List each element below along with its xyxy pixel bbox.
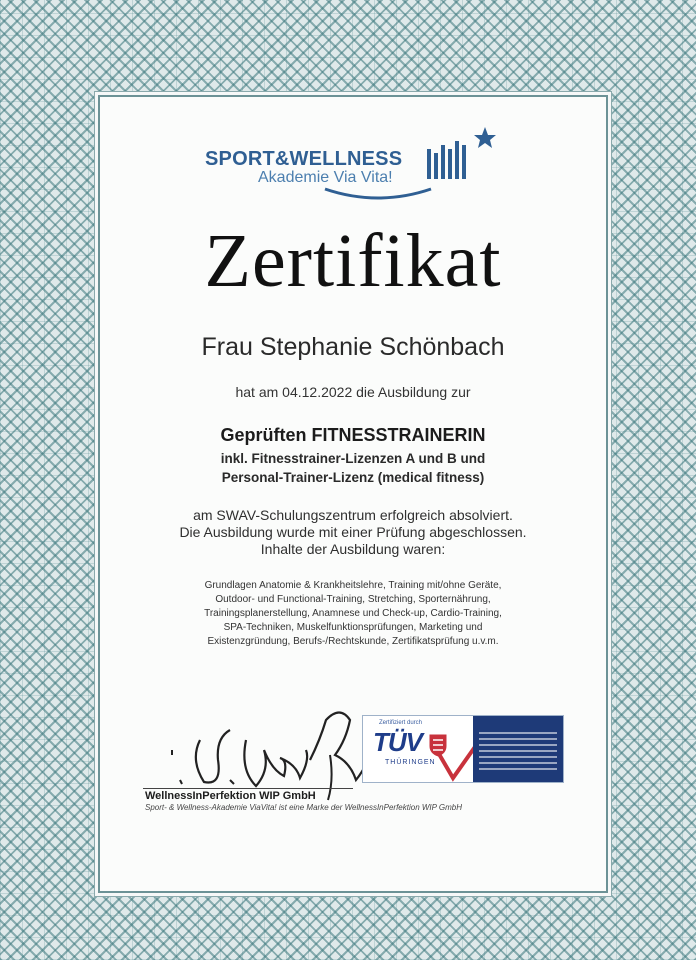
qualification-detail-line: Personal-Trainer-Lizenz (medical fitness): [221, 470, 485, 485]
qualification-detail-line: inkl. Fitnesstrainer-Lizenzen A und B und: [220, 451, 486, 466]
contents-line: Existenzgründung, Berufs-/Rechtskunde, Zertifikatsprüfung u.v.m.: [207, 636, 499, 647]
tuv-logo: TÜV: [373, 727, 422, 757]
date-line: hat am 04.12.2022 die Ausbildung zur: [235, 384, 471, 400]
tuv-certified-label: Zertifiziert durch: [379, 720, 423, 726]
signature-line: [143, 788, 353, 789]
completion-line: Die Ausbildung wurde mit einer Prüfung abgeschlossen.: [179, 524, 527, 540]
contents-line: Outdoor- und Functional-Training, Stretching, Sporternährung,: [215, 594, 491, 605]
recipient-name: Frau Stephanie Schönbach: [201, 333, 505, 361]
qualification-title: Geprüften FITNESSTRAINERIN: [220, 425, 486, 445]
tuv-badge-info-panel: [473, 716, 563, 782]
contents-line: SPA-Techniken, Muskelfunktionsprüfungen, Marketing und: [223, 622, 483, 633]
contents-line: Trainingsplanerstellung, Anamnese und Check-up, Cardio-Training,: [204, 608, 502, 619]
tuv-region: THÜRINGEN: [385, 759, 436, 766]
logo-bars-star-icon: [425, 125, 497, 195]
completion-line: am SWAV-Schulungszentrum erfolgreich absolviert.: [193, 507, 513, 523]
academy-logo: [205, 125, 505, 210]
tuv-info-lines: [479, 732, 557, 774]
tuv-badge-left: [363, 716, 473, 782]
company-name: WellnessInPerfektion WIP GmbH: [145, 790, 316, 802]
completion-line: Inhalte der Ausbildung waren:: [260, 541, 446, 557]
logo-text-primary: SPORT&WELLNESS: [205, 148, 403, 170]
completion-text: [98, 507, 608, 558]
logo-swoosh-icon: [323, 185, 433, 203]
tuv-certification-badge: [362, 715, 564, 783]
company-note: Sport- & Wellness-Akademie ViaVita! ist eine Marke der WellnessInPerfektion WIP GmbH: [145, 803, 463, 812]
qualification-details: [98, 449, 608, 487]
logo-text-secondary: Akademie Via Vita!: [258, 169, 393, 186]
contents-line: Grundlagen Anatomie & Krankheitslehre, Training mit/ohne Geräte,: [204, 580, 502, 591]
training-contents: [98, 579, 608, 649]
certificate-title: Zertifikat: [204, 219, 502, 303]
